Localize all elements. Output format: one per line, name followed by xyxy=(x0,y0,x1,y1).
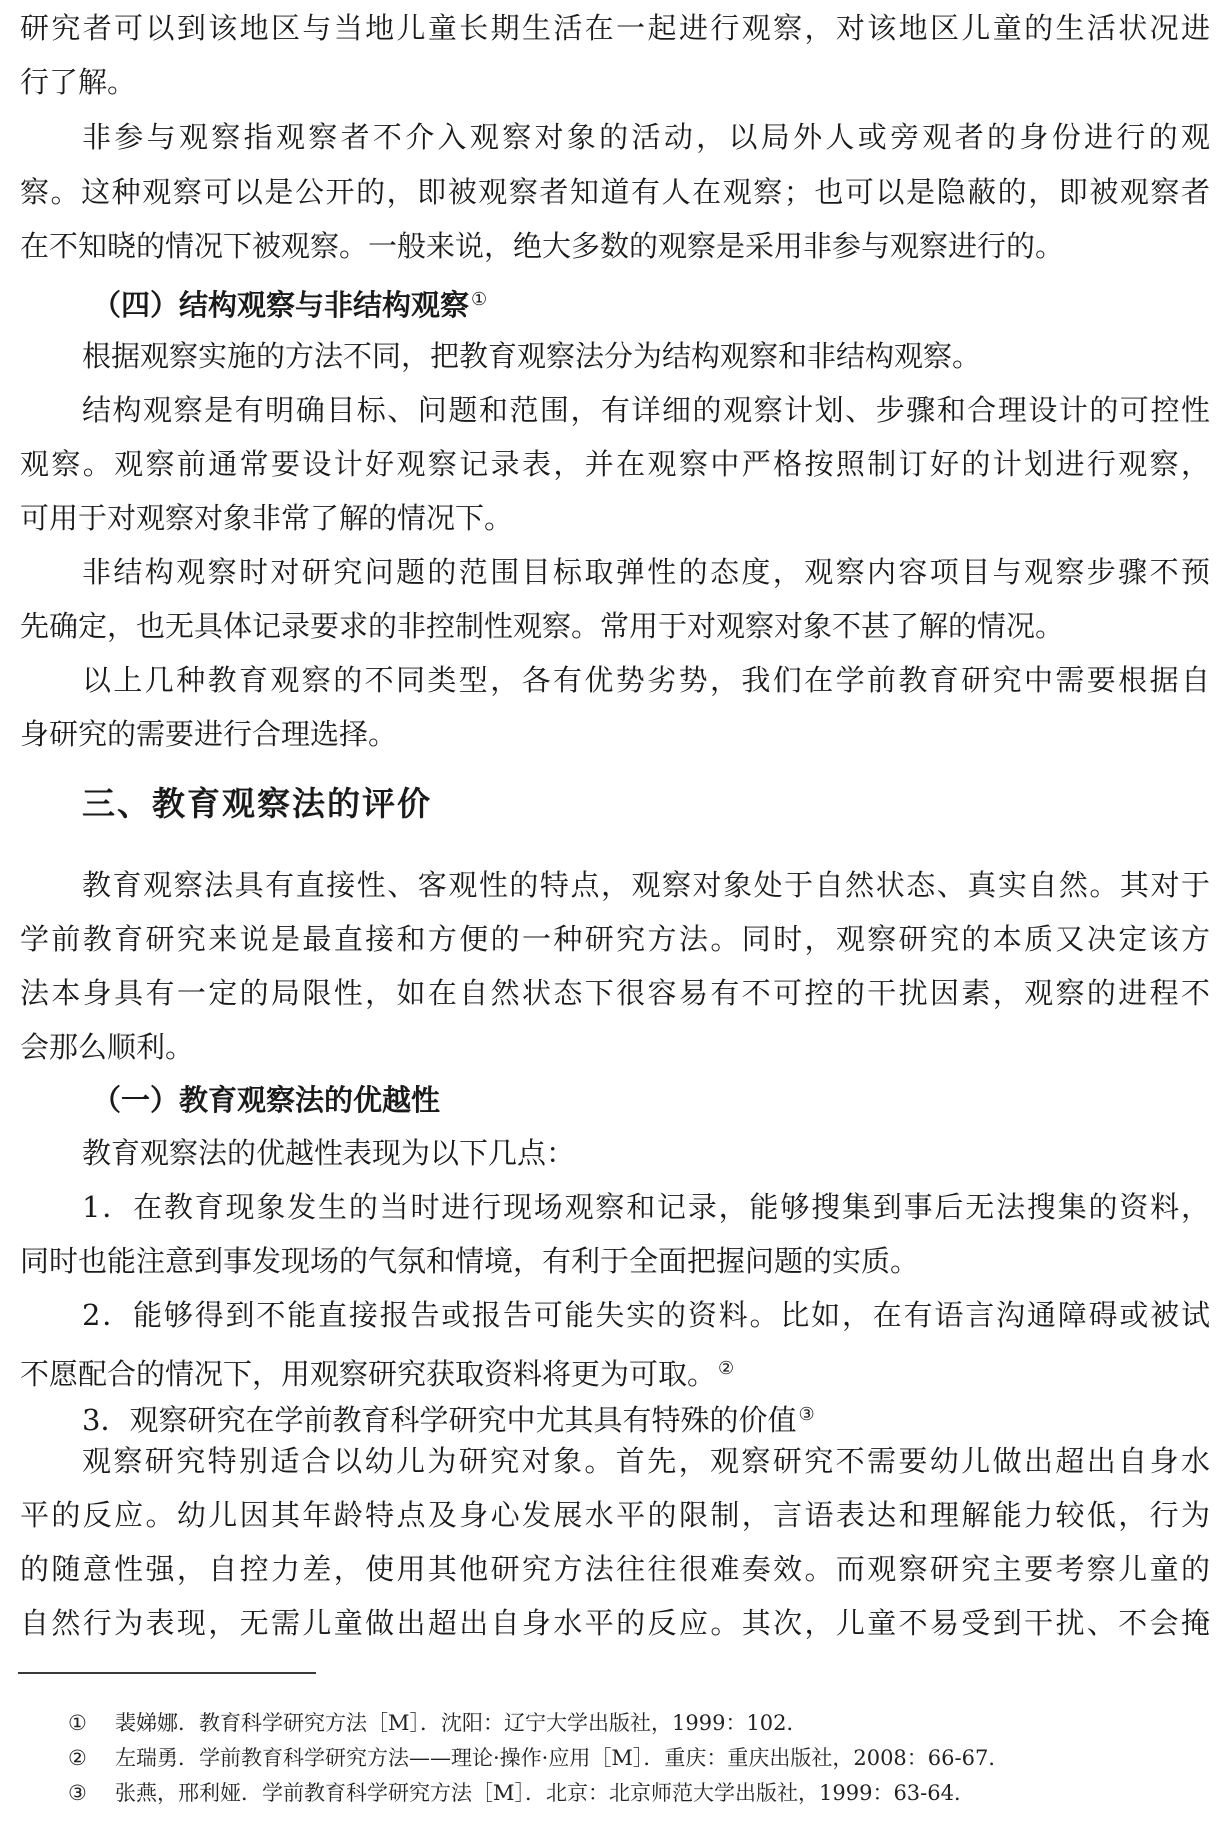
line-text: 不愿配合的情况下，用观察研究获取资料将更为可取。 xyxy=(20,1357,717,1391)
body-line: 以上几种教育观察的不同类型，各有优势劣势，我们在学前教育研究中需要根据自 xyxy=(82,663,1210,697)
footnote-ref[interactable]: ① xyxy=(471,289,488,310)
body-line: 察。这种观察可以是公开的，即被观察者知道有人在观察；也可以是隐蔽的，即被观察者 xyxy=(20,175,1210,209)
line-text: 3．观察研究在学前教育科学研究中尤其具有特殊的价值 xyxy=(82,1403,797,1437)
footnote-text: 左瑞勇．学前教育科学研究方法——理论·操作·应用［M］．重庆：重庆出版社，2008：66-67． xyxy=(115,1746,1010,1770)
list-item-1: 1．在教育现象发生的当时进行现场观察和记录，能够搜集到事后无法搜集的资料， xyxy=(82,1190,1210,1224)
body-line: 观察研究特别适合以幼儿为研究对象。首先，观察研究不需要幼儿做出超出自身水 xyxy=(82,1444,1210,1478)
footnote-ref[interactable]: ② xyxy=(718,1358,735,1379)
body-line xyxy=(20,1349,1210,1389)
body-line: 非结构观察时对研究问题的范围目标取弹性的态度，观察内容项目与观察步骤不预 xyxy=(82,555,1210,589)
body-line: 根据观察实施的方法不同，把教育观察法分为结构观察和非结构观察。 xyxy=(82,339,982,373)
body-line: 教育观察法具有直接性、客观性的特点，观察对象处于自然状态、真实自然。其对于 xyxy=(82,868,1210,902)
footnote-number: ① xyxy=(68,1711,87,1735)
footnote-1 xyxy=(68,1708,808,1738)
body-line: 同时也能注意到事发现场的气氛和情境，有利于全面把握问题的实质。 xyxy=(20,1244,920,1278)
body-line: 非参与观察指观察者不介入观察对象的活动，以局外人或旁观者的身份进行的观 xyxy=(82,120,1210,154)
body-line: 会那么顺利。 xyxy=(20,1030,195,1064)
list-item-3 xyxy=(82,1395,1210,1435)
body-line: 在不知晓的情况下被观察。一般来说，绝大多数的观察是采用非参与观察进行的。 xyxy=(20,229,1065,263)
body-line: 观察。观察前通常要设计好观察记录表，并在观察中严格按照制订好的计划进行观察， xyxy=(20,447,1210,481)
body-line: 教育观察法的优越性表现为以下几点： xyxy=(82,1136,576,1170)
subheading-structured-observation xyxy=(92,280,487,320)
body-line: 法本身具有一定的局限性，如在自然状态下很容易有不可控的干扰因素，观察的进程不 xyxy=(20,976,1210,1010)
footnote-2 xyxy=(68,1743,1009,1773)
body-line: 结构观察是有明确目标、问题和范围，有详细的观察计划、步骤和合理设计的可控性 xyxy=(82,393,1210,427)
footnote-3 xyxy=(68,1778,975,1808)
footnote-text: 裴娣娜．教育科学研究方法［M］．沈阳：辽宁大学出版社，1999：102． xyxy=(115,1711,808,1735)
body-line: 平的反应。幼儿因其年龄特点及身心发展水平的限制，言语表达和理解能力较低，行为 xyxy=(20,1498,1210,1532)
footnote-text: 张燕，邢利娅．学前教育科学研究方法［M］．北京：北京师范大学出版社，1999：63-64． xyxy=(115,1781,975,1805)
section-heading: 三、教育观察法的评价 xyxy=(82,784,432,823)
list-item-2: 2．能够得到不能直接报告或报告可能失实的资料。比如，在有语言沟通障碍或被试 xyxy=(82,1298,1210,1332)
body-line: 自然行为表现，无需儿童做出超出自身水平的反应。其次，儿童不易受到干扰、不会掩 xyxy=(20,1606,1210,1640)
body-line: 学前教育研究来说是最直接和方便的一种研究方法。同时，观察研究的本质又决定该方 xyxy=(20,922,1210,956)
body-line: 可用于对观察对象非常了解的情况下。 xyxy=(20,501,514,535)
subheading-text: （一）教育观察法的优越性 xyxy=(92,1083,441,1117)
footnote-divider xyxy=(18,1672,316,1674)
body-line: 身研究的需要进行合理选择。 xyxy=(20,717,398,751)
body-line: 行了解。 xyxy=(20,65,137,99)
body-line: 研究者可以到该地区与当地儿童长期生活在一起进行观察，对该地区儿童的生活状况进 xyxy=(20,11,1210,45)
body-line: 的随意性强，自控力差，使用其他研究方法往往很难奏效。而观察研究主要考察儿童的 xyxy=(20,1552,1210,1586)
footnote-number: ③ xyxy=(68,1781,87,1805)
subheading-advantages xyxy=(92,1080,440,1120)
body-line: 先确定，也无具体记录要求的非控制性观察。常用于对观察对象不甚了解的情况。 xyxy=(20,609,1065,643)
footnote-ref[interactable]: ③ xyxy=(798,1404,815,1425)
footnote-number: ② xyxy=(68,1746,87,1770)
subheading-text: （四）结构观察与非结构观察 xyxy=(92,288,470,322)
